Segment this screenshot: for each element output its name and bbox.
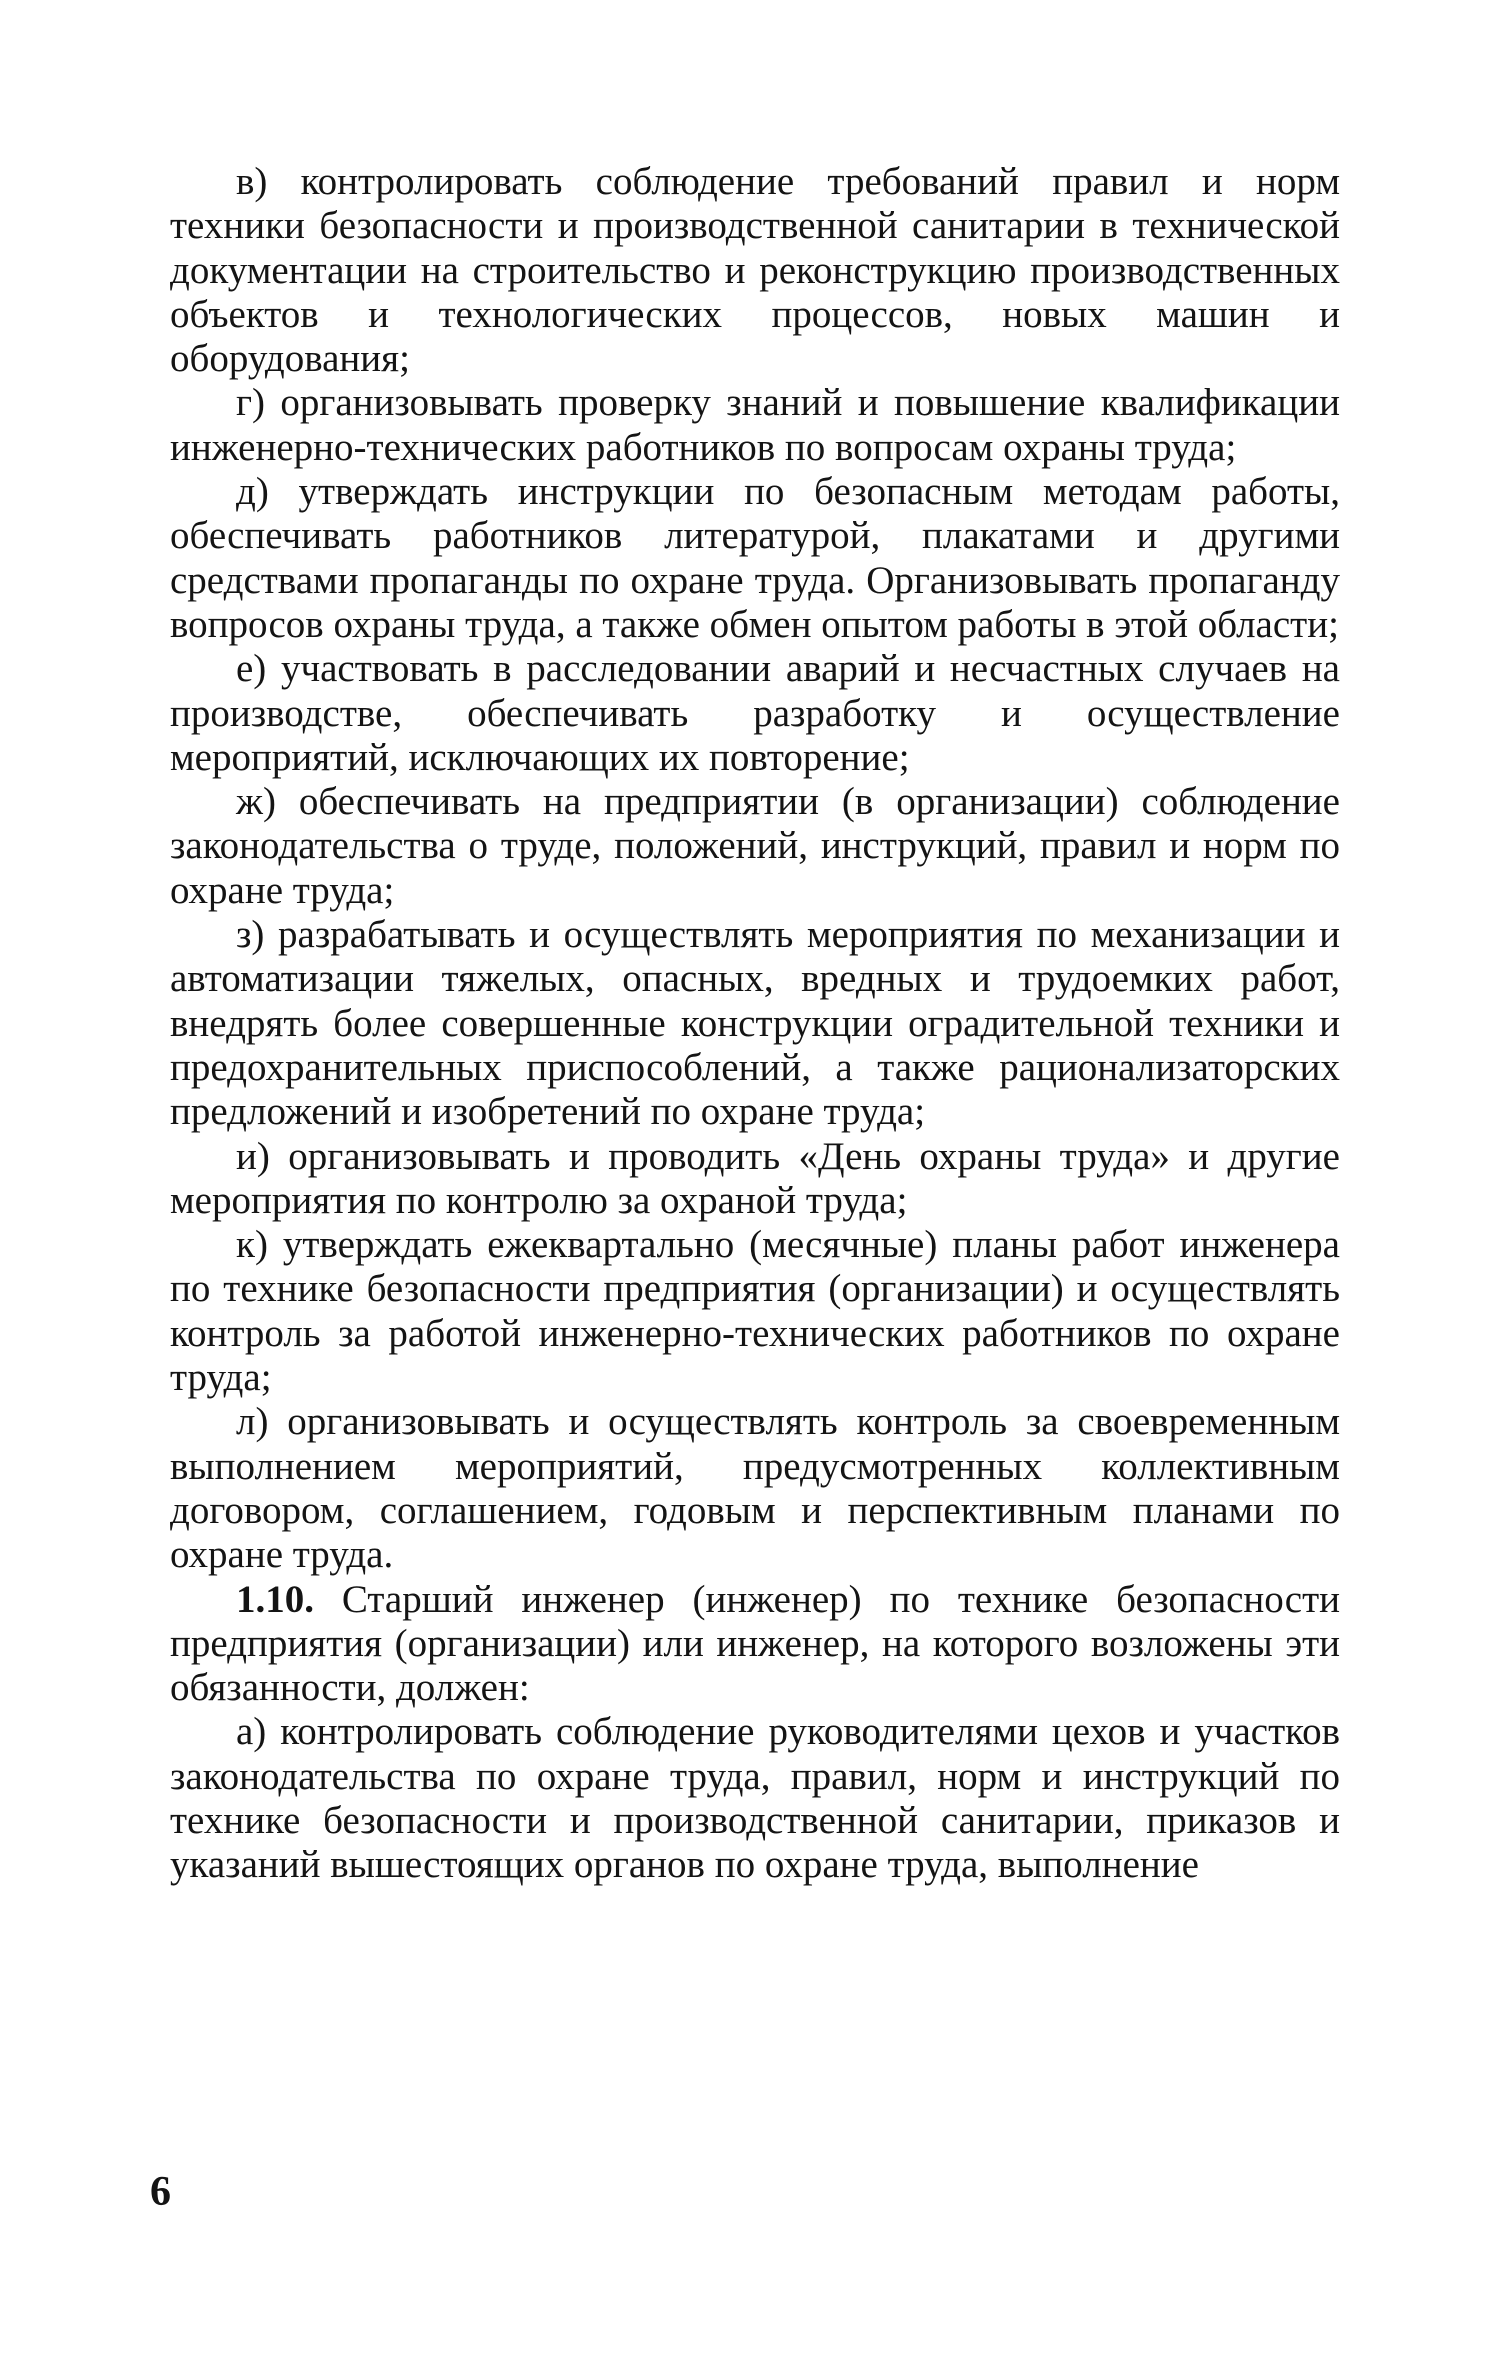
section-number: 1.10. xyxy=(236,1577,314,1621)
section-1-10 xyxy=(170,1578,1340,1711)
paragraph-g: г) организовывать проверку знаний и повышение квалификации инженерно-технических работников по вопросам охраны труда; xyxy=(170,381,1340,469)
paragraph-a: а) контролировать соблюдение руководителями цехов и участков законодательства по охране труда, правил, норм и инструкций по технике безопасности и производственной санитарии, приказов и указаний вышестоящих органов по охране труда, выполнение xyxy=(170,1710,1340,1887)
document-page xyxy=(170,160,1340,1888)
section-text: Старший инженер (инженер) по технике безопасности предприятия (организации) или инженер, на которого возложены эти обязанности, должен: xyxy=(170,1577,1340,1710)
paragraph-d: д) утверждать инструкции по безопасным методам работы, обеспечивать работников литературой, плакатами и другими средствами пропаганды по охране труда. Организовывать пропаганду вопросов охраны труда, а также обмен опытом работы в этой области; xyxy=(170,470,1340,646)
paragraph-i: и) организовывать и проводить «День охраны труда» и другие мероприятия по контролю за охраной труда; xyxy=(170,1134,1340,1222)
paragraph-z: з) разрабатывать и осуществлять мероприятия по механизации и автоматизации тяжелых, опасных, вредных и трудоемких работ, внедрять более совершенные конструкции оградительной техники и предохранительных приспособлений, а также рационализаторских предложений и изобретений по охране труда; xyxy=(170,913,1340,1134)
paragraph-e: е) участвовать в расследовании аварий и несчастных случаев на производстве, обеспечивать разработку и осуществление мероприятий, исключающих их повторение; xyxy=(170,647,1340,779)
paragraph-v: в) контролировать соблюдение требований правил и норм техники безопасности и производственной санитарии в технической документации на строительство и реконструкцию производственных объектов и технологических процессов, новых машин и оборудования; xyxy=(170,160,1340,381)
paragraph-l: л) организовывать и осуществлять контроль за своевременным выполнением мероприятий, предусмотренных коллективным договором, соглашением, годовым и перспективным планами по охране труда. xyxy=(170,1400,1340,1577)
paragraph-k: к) утверждать ежеквартально (месячные) планы работ инженера по технике безопасности предприятия (организации) и осуществлять контроль за работой инженерно-технических работников по охране труда; xyxy=(170,1223,1340,1400)
page-number: 6 xyxy=(150,2169,171,2215)
paragraph-zh: ж) обеспечивать на предприятии (в организации) соблюдение законодательства о труде, положений, инструкций, правил и норм по охране труда; xyxy=(170,780,1340,912)
